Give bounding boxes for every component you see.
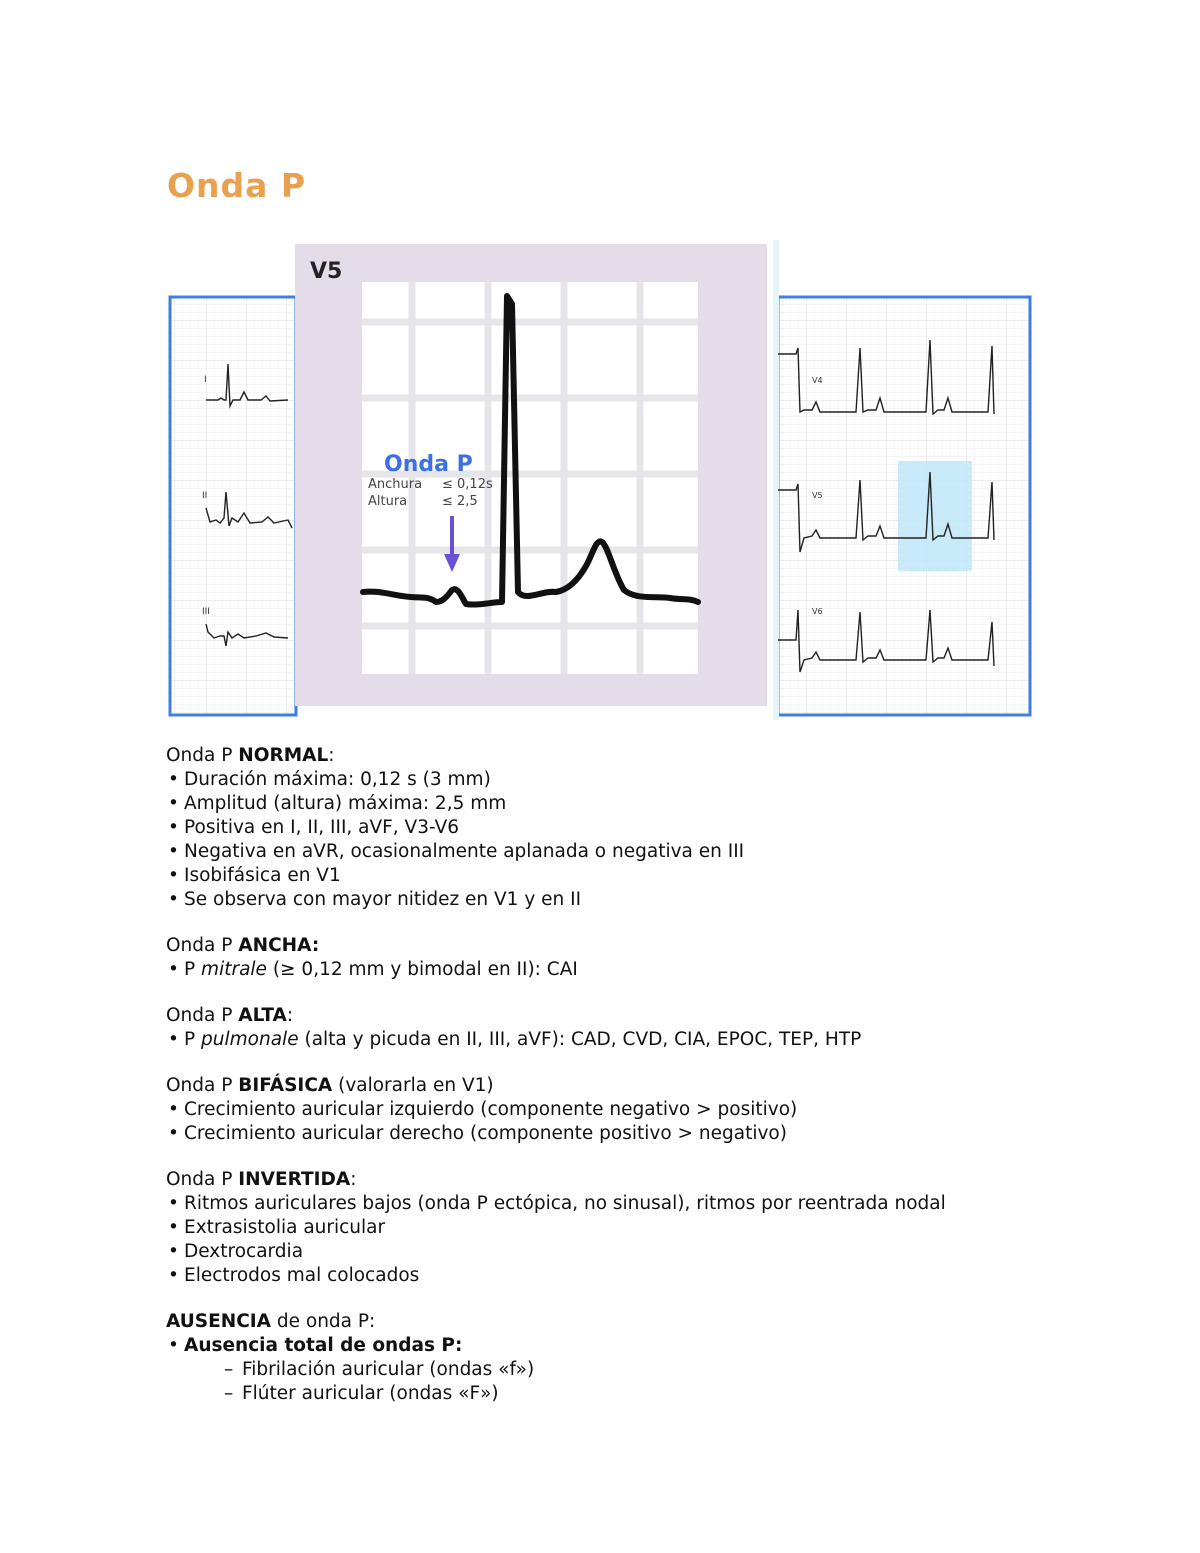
sub-list-item: – Fibrilación auricular (ondas «f») [224, 1359, 535, 1380]
left-ecg-panel [170, 297, 296, 715]
sub-list-item: – Flúter auricular (ondas «F») [224, 1383, 499, 1404]
list-item: • Electrodos mal colocados [168, 1265, 420, 1286]
lead-label-v6: V6 [812, 607, 823, 616]
page-title: Onda P [167, 166, 307, 205]
section-heading: Onda P NORMAL: [166, 745, 335, 766]
list-item: • Isobifásica en V1 [168, 865, 341, 886]
content-text [166, 744, 1066, 1428]
list-item: • Amplitud (altura) máxima: 2,5 mm [168, 793, 507, 814]
section-ausencia [166, 1310, 1066, 1406]
right-ecg-panel [773, 240, 1030, 720]
list-item: • Dextrocardia [168, 1241, 304, 1262]
list-item: • Crecimiento auricular derecho (componente positivo > negativo) [168, 1123, 787, 1144]
lead-label-iii: III [202, 607, 210, 617]
section-ancha [166, 934, 1066, 982]
v5-highlight [898, 461, 972, 571]
section-bifasica [166, 1074, 1066, 1146]
section-heading: Onda P ANCHA: [166, 935, 320, 956]
overlay-altura-value: ≤ 2,5 [442, 494, 478, 509]
overlay-title: Onda P [384, 452, 473, 477]
list-item: • Extrasistolia auricular [168, 1217, 386, 1238]
center-lead-label: V5 [310, 259, 343, 284]
list-item: • Duración máxima: 0,12 s (3 mm) [168, 769, 491, 790]
overlay-anchura-value: ≤ 0,12s [442, 477, 493, 492]
ecg-figure-svg [166, 240, 1034, 720]
list-item: • Crecimiento auricular izquierdo (componente negativo > positivo) [168, 1099, 798, 1120]
section-heading: AUSENCIA de onda P: [166, 1311, 376, 1332]
list-item: • P mitrale (≥ 0,12 mm y bimodal en II): CAI [168, 959, 578, 980]
list-item: • Positiva en I, II, III, aVF, V3-V6 [168, 817, 459, 838]
section-heading: Onda P BIFÁSICA (valorarla en V1) [166, 1075, 494, 1096]
list-item: • Ausencia total de ondas P: [168, 1335, 463, 1356]
overlay-anchura-label: Anchura [368, 477, 423, 492]
light-divider [773, 240, 779, 720]
lead-label-v4: V4 [812, 376, 823, 385]
section-invertida [166, 1168, 1066, 1288]
list-item: • P pulmonale (alta y picuda en II, III, aVF): CAD, CVD, CIA, EPOC, TEP, HTP [168, 1029, 862, 1050]
overlay-altura-label: Altura [368, 494, 408, 509]
section-normal [166, 744, 1066, 912]
section-heading: Onda P ALTA: [166, 1005, 294, 1026]
center-v5-panel [295, 244, 767, 706]
lead-label-i: I [204, 375, 207, 385]
ecg-figure [166, 240, 1034, 720]
section-alta [166, 1004, 1066, 1052]
lead-label-v5: V5 [812, 491, 823, 500]
list-item: • Ritmos auriculares bajos (onda P ectópica, no sinusal), ritmos por reentrada nodal [168, 1193, 946, 1214]
list-item: • Se observa con mayor nitidez en V1 y en II [168, 889, 582, 910]
list-item: • Negativa en aVR, ocasionalmente aplanada o negativa en III [168, 841, 745, 862]
lead-label-ii: II [202, 491, 208, 501]
left-grid [170, 297, 296, 715]
section-heading: Onda P INVERTIDA: [166, 1169, 357, 1190]
